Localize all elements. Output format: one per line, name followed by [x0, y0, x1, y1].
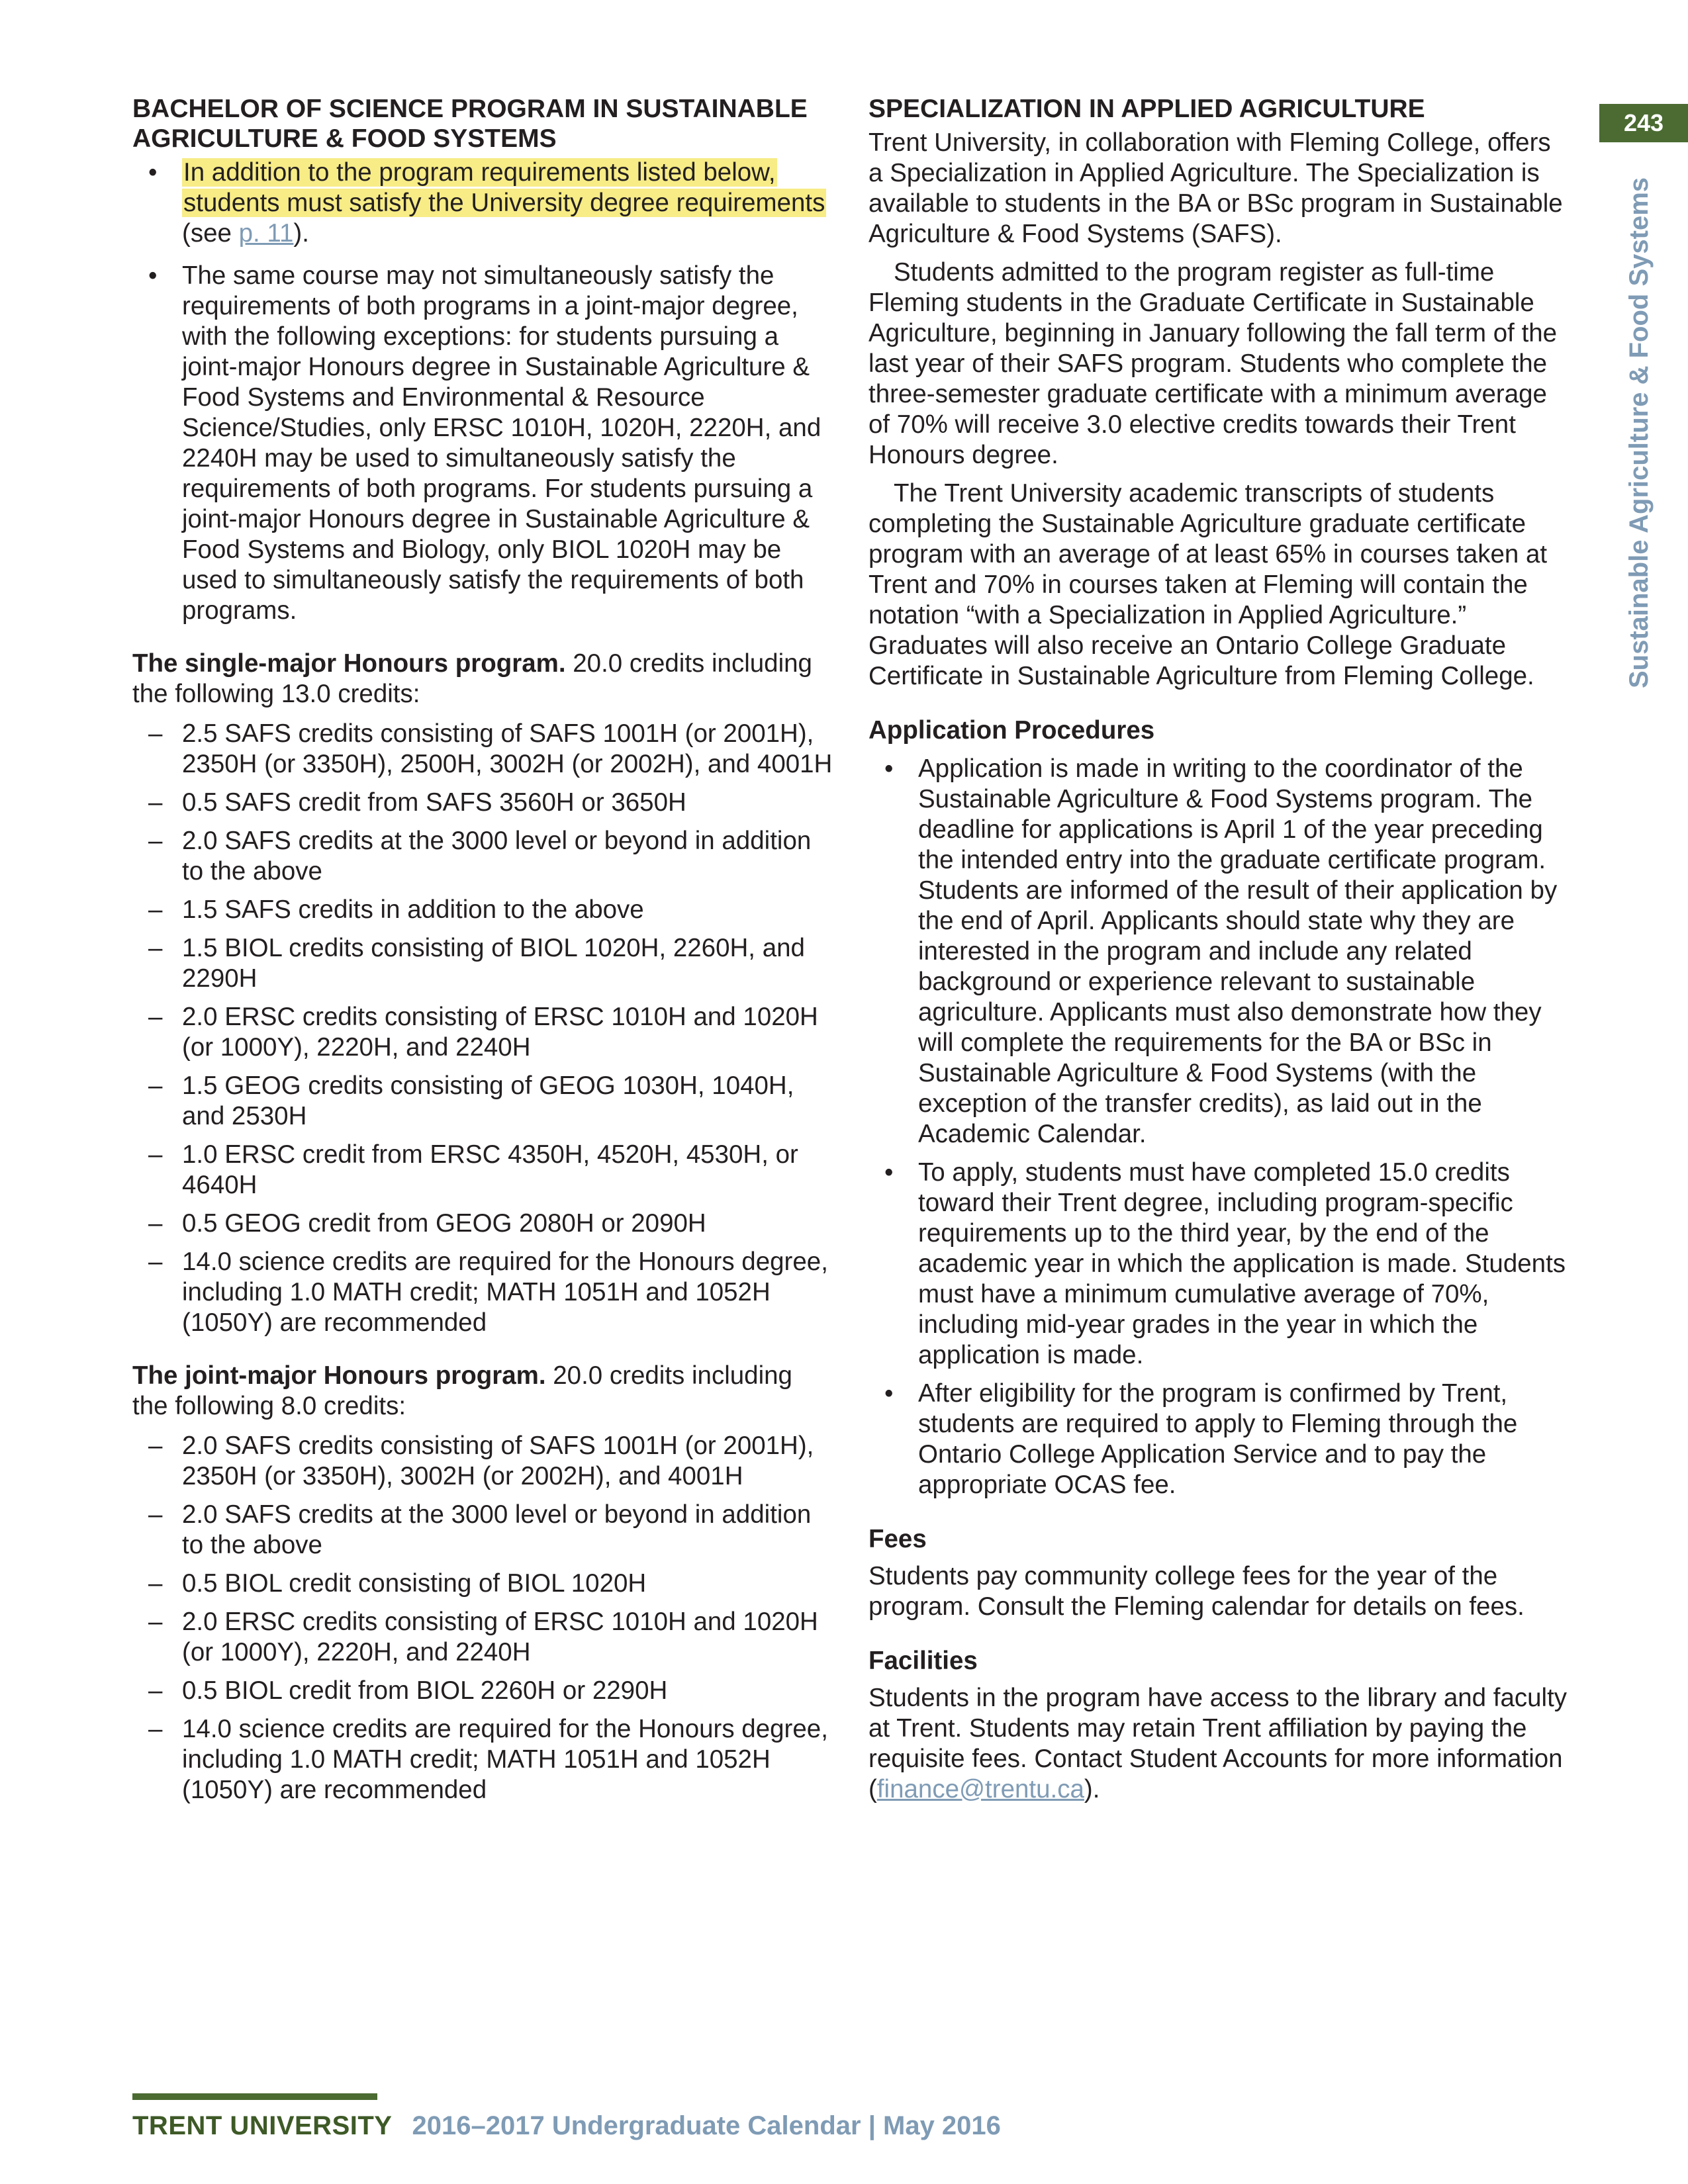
facilities-text: Students in the program have access to the library and faculty at Trent. Students may retain Trent affiliation by paying the requisite fees. Contact Student Accounts for more information (	[868, 1684, 1568, 1803]
requirement-text: 1.5 GEOG credits consisting of GEOG 1030H, 1040H, and 2530H	[182, 1071, 794, 1130]
requirement-text: 1.5 BIOL credits consisting of BIOL 1020H, 2260H, and 2290H	[182, 934, 805, 993]
requirement-text: 1.0 ERSC credit from ERSC 4350H, 4520H, 4530H, or 4640H	[182, 1140, 798, 1199]
joint-major-intro	[132, 1361, 834, 1422]
requirement-item: – 14.0 science credits are required for the Honours degree, including 1.0 MATH credit; MATH 1051H and 1052H (1050Y) are recommended	[148, 1248, 828, 1337]
finance-email-link[interactable]: finance@trentu.ca	[876, 1775, 1084, 1803]
bullet-mark: •	[148, 261, 158, 290]
requirement-text: 2.0 ERSC credits consisting of ERSC 1010H and 1020H (or 1000Y), 2220H, and 2240H	[182, 1608, 818, 1666]
facilities-closing: ).	[1084, 1775, 1100, 1803]
fees-text: Students pay community college fees for the year of the program. Consult the Fleming calendar for details on fees.	[868, 1562, 1524, 1621]
intro-bullet	[132, 158, 834, 249]
title-line-2: AGRICULTURE & FOOD SYSTEMS	[132, 124, 557, 153]
left-column	[132, 94, 834, 1805]
footer-rule	[132, 2093, 377, 2100]
bullet-mark: •	[884, 754, 894, 783]
requirement-item: – 1.5 BIOL credits consisting of BIOL 1020H, 2260H, and 2290H	[148, 934, 805, 993]
requirement-text: 1.5 SAFS credits in addition to the above	[182, 895, 644, 924]
page-number-tab	[1599, 104, 1688, 142]
single-major-heading: The single-major Honours program.	[132, 649, 566, 678]
requirement-item: – 2.0 ERSC credits consisting of ERSC 1010H and 1020H (or 1000Y), 2220H, and 2240H	[148, 1003, 818, 1062]
requirement-text: 0.5 SAFS credit from SAFS 3560H or 3650H	[182, 788, 686, 817]
bullet-mark: •	[884, 1158, 894, 1187]
requirement-item: – 0.5 BIOL credit from BIOL 2260H or 2290H	[148, 1676, 668, 1705]
footer-calendar: 2016–2017 Undergraduate Calendar | May 2016	[412, 2111, 1001, 2140]
requirement-text: 2.0 SAFS credits consisting of SAFS 1001H (or 2001H), 2350H (or 3350H), 3002H (or 2002H), and 4001H	[182, 1432, 814, 1490]
requirement-item: – 14.0 science credits are required for the Honours degree, including 1.0 MATH credit; MATH 1051H and 1052H (1050Y) are recommended	[148, 1715, 828, 1804]
facilities-heading: Facilities	[868, 1647, 978, 1675]
requirement-item: – 2.5 SAFS credits consisting of SAFS 1001H (or 2001H), 2350H (or 3350H), 2500H, 3002H (or 2002H), and 4001H	[148, 719, 833, 778]
side-title-text: Sustainable Agriculture & Food Systems	[1624, 177, 1654, 688]
procedure-item	[868, 1158, 1570, 1371]
procedure-text: After eligibility for the program is confirmed by Trent, students are required to apply to Fleming through the Ontario College Application Service and to pay the appropriate OCAS fee.	[918, 1379, 1518, 1499]
specialization-title: SPECIALIZATION IN APPLIED AGRICULTURE	[868, 95, 1425, 123]
single-major-requirements	[132, 719, 834, 1338]
highlighted-text: In addition to the program requirements listed below, students must satisfy the University degree requirements	[183, 158, 825, 217]
procedure-text: Application is made in writing to the coordinator of the Sustainable Agriculture & Food Systems program. The deadline for applications is April 1 of the year preceding the intended entry into the graduate certificate program. Students are informed of the result of their application by the end of April. Applicants should state why they are interested in the program and include any related background or experience relevant to sustainable agriculture. Applicants must also demonstrate how they will complete the requirements for the BA or BSc in Sustainable Agriculture & Food Systems (with the exception of the transfer credits), as laid out in the Academic Calendar.	[918, 754, 1558, 1148]
requirement-text: 2.0 ERSC credits consisting of ERSC 1010H and 1020H (or 1000Y), 2220H, and 2240H	[182, 1003, 818, 1062]
single-major-intro	[132, 649, 834, 709]
bullet-mark: •	[148, 158, 158, 187]
requirement-text: 2.0 SAFS credits at the 3000 level or beyond in addition to the above	[182, 827, 812, 886]
facilities-paragraph	[868, 1683, 1570, 1805]
requirement-text: 2.0 SAFS credits at the 3000 level or beyond in addition to the above	[182, 1500, 812, 1559]
requirement-item: – 0.5 GEOG credit from GEOG 2080H or 2090H	[148, 1209, 706, 1238]
page-footer	[132, 2111, 1001, 2141]
requirement-text: 0.5 BIOL credit consisting of BIOL 1020H	[182, 1569, 647, 1598]
procedure-item	[868, 754, 1570, 1150]
specialization-paragraph: Students admitted to the program register as full-time Fleming students in the Graduate Certificate in Sustainable Agriculture, beginning in January following the fall term of the last year of their SAFS program. Students who complete the three-semester graduate certificate with a minimum average of 70% will receive 3.0 elective credits towards their Trent Honours degree.	[868, 258, 1558, 469]
requirement-item: – 2.0 SAFS credits at the 3000 level or beyond in addition to the above	[148, 1500, 812, 1559]
right-column	[868, 94, 1570, 1805]
fees-heading: Fees	[868, 1525, 927, 1553]
requirement-text: 0.5 BIOL credit from BIOL 2260H or 2290H	[182, 1676, 668, 1705]
specialization-paragraph: Trent University, in collaboration with Fleming College, offers a Specialization in Applied Agriculture. The Specialization is available to students in the BA or BSc program in Sustainable Agriculture & Food Systems (SAFS).	[868, 128, 1563, 248]
intro-bullets	[132, 158, 834, 626]
page-reference-link[interactable]: p. 11	[238, 219, 294, 248]
requirement-item: – 2.0 SAFS credits at the 3000 level or beyond in addition to the above	[148, 827, 812, 886]
requirement-text: 14.0 science credits are required for the Honours degree, including 1.0 MATH credit; MATH 1051H and 1052H (1050Y) are recommended	[182, 1715, 828, 1804]
requirement-item: – 0.5 SAFS credit from SAFS 3560H or 3650H	[148, 788, 686, 817]
application-procedures-list	[868, 754, 1570, 1500]
intro-bullet	[132, 261, 834, 626]
bsc-program-title	[132, 94, 834, 154]
requirement-item: – 1.0 ERSC credit from ERSC 4350H, 4520H, 4530H, or 4640H	[148, 1140, 798, 1199]
procedure-item	[868, 1379, 1570, 1500]
joint-major-heading: The joint-major Honours program.	[132, 1361, 546, 1390]
requirement-item: – 1.5 GEOG credits consisting of GEOG 1030H, 1040H, and 2530H	[148, 1071, 794, 1130]
see-text: (see	[182, 219, 239, 248]
requirement-text: 14.0 science credits are required for the Honours degree, including 1.0 MATH credit; MATH 1051H and 1052H (1050Y) are recommended	[182, 1248, 828, 1337]
requirement-item: – 0.5 BIOL credit consisting of BIOL 1020H	[148, 1569, 647, 1598]
joint-major-requirements	[132, 1431, 834, 1805]
closing-text: ).	[293, 219, 309, 248]
specialization-paragraph: The Trent University academic transcripts of students completing the Sustainable Agriculture graduate certificate program with an average of at least 65% in courses taken at Trent and 70% in courses taken at Fleming will contain the notation “with a Specialization in Applied Agriculture.” Graduates will also receive an Ontario College Graduate Certificate in Sustainable Agriculture from Fleming College.	[868, 479, 1548, 690]
bullet-mark: •	[884, 1379, 894, 1408]
application-procedures-heading: Application Procedures	[868, 716, 1155, 745]
page-number: 243	[1623, 109, 1664, 136]
requirement-text: 2.5 SAFS credits consisting of SAFS 1001H (or 2001H), 2350H (or 3350H), 2500H, 3002H (or 2002H), and 4001H	[182, 719, 833, 778]
requirement-item: – 2.0 SAFS credits consisting of SAFS 1001H (or 2001H), 2350H (or 3350H), 3002H (or 2002H), and 4001H	[148, 1432, 814, 1490]
procedure-text: To apply, students must have completed 15.0 credits toward their Trent degree, including program-specific requirements up to the third year, by the end of the academic year in which the application is made. Students must have a minimum cumulative average of 70%, including mid-year grades in the year in which the application is made.	[918, 1158, 1566, 1369]
intro-bullet-text: The same course may not simultaneously satisfy the requirements of both programs in a joint-major degree, with the following exceptions: for students pursuing a joint-major Honours degree in Sustainable Agriculture & Food Systems and Environmental & Resource Science/Studies, only ERSC 1010H, 1020H, 2220H, and 2240H may be used to simultaneously satisfy the requirements of both programs. For students pursuing a joint-major Honours degree in Sustainable Agriculture & Food Systems and Biology, only BIOL 1020H may be used to simultaneously satisfy the requirements of both programs.	[182, 261, 821, 625]
title-line-1: BACHELOR OF SCIENCE PROGRAM IN SUSTAINABLE	[132, 95, 808, 123]
single-major-text: 20.0 credits including the following 13.0 credits:	[132, 649, 812, 708]
requirement-item: – 2.0 ERSC credits consisting of ERSC 1010H and 1020H (or 1000Y), 2220H, and 2240H	[148, 1608, 818, 1666]
joint-major-text: 20.0 credits including the following 8.0 credits:	[132, 1361, 792, 1420]
requirement-item: – 1.5 SAFS credits in addition to the above	[148, 895, 644, 924]
footer-university: TRENT UNIVERSITY	[132, 2111, 393, 2140]
requirement-text: 0.5 GEOG credit from GEOG 2080H or 2090H	[182, 1209, 706, 1238]
